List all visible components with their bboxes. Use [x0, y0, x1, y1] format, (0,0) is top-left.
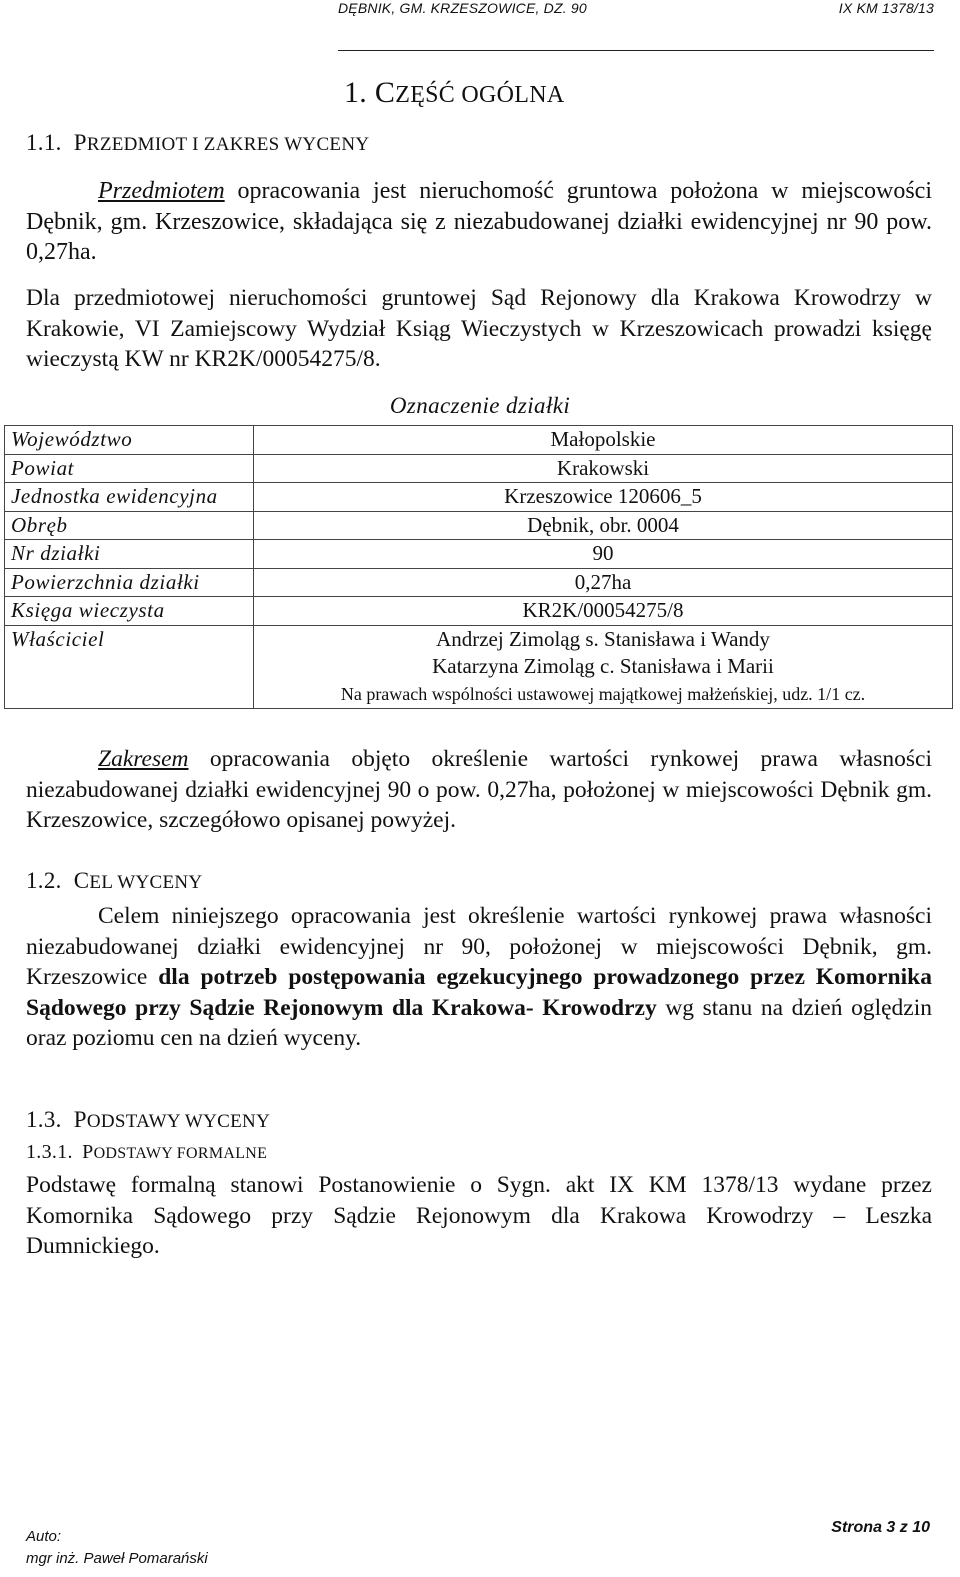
- section-number: 1.1.: [26, 130, 62, 155]
- row-label: Powierzchnia działki: [5, 568, 254, 597]
- section-title-rest: ODSTAWY FORMALNE: [93, 1145, 268, 1162]
- section-title-rest: EL WYCENY: [89, 872, 203, 893]
- row-value: 90: [254, 540, 953, 569]
- scope-paragraph: [26, 744, 932, 836]
- table-row: [5, 568, 953, 597]
- row-label: Nr działki: [5, 540, 254, 569]
- header-divider: [338, 50, 934, 51]
- row-label: Właściciel: [5, 625, 254, 709]
- scope-text: opracowania objęto określenie wartości rynkowej prawa własności niezabudowanej działki ewidencyjnej 90 o pow. 0,27ha, położonej w miejscowości Dębnik gm. Krzeszowice, szczegółowo opisanej powyżej.: [26, 746, 932, 833]
- purpose-paragraph: [26, 901, 932, 1054]
- table-row: [5, 511, 953, 540]
- section-title-initial: C: [73, 868, 90, 893]
- owner-line-2: Katarzyna Zimoląg c. Stanisława i Marii: [432, 654, 774, 678]
- row-value: Krakowski: [254, 454, 953, 483]
- section-number: 1.: [344, 76, 368, 109]
- subject-lead-word: Przedmiotem: [98, 178, 225, 204]
- purpose-text-a: Celem niniejszego opracowania jest określenie wartości rynkowej prawa własności niezabudowanej działki ewidencyjnej nr 90, położonej w miejscowości Dębnik, gm. Krzeszowice: [26, 903, 932, 990]
- footer-author-label: Auto:: [26, 1528, 62, 1545]
- section-number: 1.2.: [26, 868, 62, 893]
- subject-paragraph: [26, 176, 932, 268]
- row-label: Jednostka ewidencyjna: [5, 483, 254, 512]
- section-title-initial: C: [374, 76, 396, 109]
- row-label: Księga wieczysta: [5, 597, 254, 626]
- section-number: 1.3.1.: [26, 1141, 73, 1163]
- owner-line-3: Na prawach wspólności ustawowej majątkowej małżeńskiej, udz. 1/1 cz.: [340, 683, 866, 704]
- plot-designation-table: [4, 425, 953, 709]
- section-1-3-heading: [26, 1107, 270, 1133]
- table-row: [5, 540, 953, 569]
- row-value: 0,27ha: [254, 568, 953, 597]
- header-case-number: IX KM 1378/13: [838, 0, 934, 16]
- row-label: Województwo: [5, 426, 254, 455]
- owner-value: [254, 625, 953, 709]
- row-label: Obręb: [5, 511, 254, 540]
- header-document-id: DĘBNIK, GM. KRZESZOWICE, DZ. 90: [338, 0, 587, 16]
- section-1-2-heading: [26, 868, 202, 894]
- section-1-3-1-heading: [26, 1141, 267, 1164]
- footer-author-name: mgr inż. Paweł Pomarański: [26, 1550, 208, 1567]
- footer-page-number: Strona 3 z 10: [831, 1519, 930, 1536]
- row-value: Dębnik, obr. 0004: [254, 511, 953, 540]
- row-value: KR2K/00054275/8: [254, 597, 953, 626]
- footer-author: [26, 1526, 208, 1570]
- section-title-initial: P: [73, 1107, 87, 1132]
- plot-table-title: Oznaczenie działki: [389, 393, 571, 418]
- scope-lead-word: Zakresem: [98, 746, 189, 772]
- table-row: [5, 426, 953, 455]
- section-1-heading: [344, 76, 565, 110]
- section-title-rest: RZEDMIOT I ZAKRES WYCENY: [86, 134, 370, 155]
- owner-line-1: Andrzej Zimoląg s. Stanisława i Wandy: [436, 626, 770, 651]
- formal-basis-paragraph: Podstawę formalną stanowi Postanowienie o Sygn. akt IX KM 1378/13 wydane przez Komornika Sądowego przy Sądzie Rejonowym dla Krakowa Krowodrzy – Leszka Dumnickiego.: [26, 1172, 932, 1259]
- section-title-initial: P: [73, 130, 87, 155]
- table-row: [5, 454, 953, 483]
- section-number: 1.3.: [26, 1107, 62, 1132]
- purpose-text-bold: dla potrzeb postępowania egzekucyjnego prowadzonego przez Komornika Sądowego przy Sądzie Rejonowym dla Krakowa- Krowodrzy: [26, 964, 932, 1021]
- subject-text: opracowania jest nieruchomość gruntowa położona w miejscowości Dębnik, gm. Krzeszowice, składająca się z niezabudowanej działki ewidencyjnej nr 90 pow. 0,27ha.: [26, 178, 932, 265]
- purpose-text-b: wg stanu na dzień oględzin oraz poziomu cen na dzień wyceny.: [26, 994, 932, 1051]
- table-row-owner: [5, 625, 953, 709]
- section-title-rest: ZĘŚĆ OGÓLNA: [395, 82, 565, 108]
- section-1-1-heading: [26, 130, 369, 156]
- row-label: Powiat: [5, 454, 254, 483]
- row-value: Małopolskie: [254, 426, 953, 455]
- row-value: Krzeszowice 120606_5: [254, 483, 953, 512]
- land-register-paragraph: Dla przedmiotowej nieruchomości gruntowej Sąd Rejonowy dla Krakowa Krowodrzy w Krakowie, VI Zamiejscowy Wydział Ksiąg Wieczystych w Krzeszowicach prowadzi księgę wieczystą KW nr KR2K/00054275/8.: [26, 285, 932, 372]
- table-row: [5, 483, 953, 512]
- section-title-rest: ODSTAWY WYCENY: [86, 1111, 271, 1132]
- table-row: [5, 597, 953, 626]
- section-title-initial: P: [82, 1141, 94, 1163]
